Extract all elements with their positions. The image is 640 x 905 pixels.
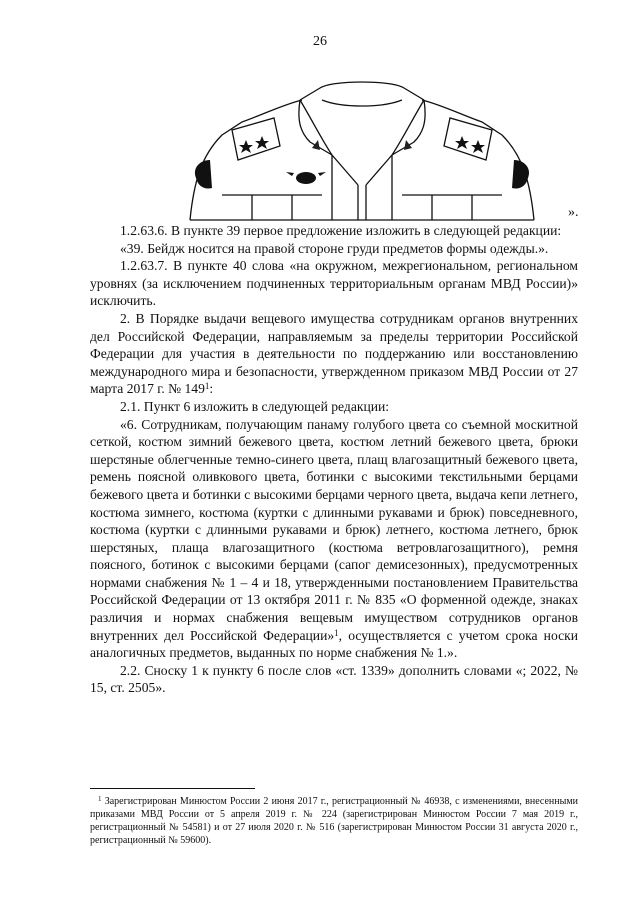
footnote-ref: 1: [334, 627, 339, 638]
footnote-separator: [90, 788, 255, 789]
paragraph-quote-6: [90, 416, 578, 662]
paragraph-1-2-63-7: 1.2.63.7. В пункте 40 слова «на окружном, межрегиональном, региональном уровнях (за исключением подчиненных территориальным органам МВД России)» исключить.: [90, 258, 578, 309]
paragraph-quote-39: «39. Бейдж носится на правой стороне груди предметов формы одежды.».: [120, 240, 549, 256]
footnote-mark: 1: [98, 795, 102, 803]
footnote-text: Зарегистрирован Минюстом России 2 июня 2017 г., регистрационный № 46938, с изменениями, внесенными приказами МВД России от 5 апреля 2019 г. № 224 (зарегистрирован Минюстом России 7 мая 2019 г., регистрационный № 54581) и от 27 июля 2020 г. № 516 (зарегистрирован Минюстом России 31 августа 2020 г., регистрационный № 59600).: [90, 796, 578, 846]
document-body: [90, 222, 578, 697]
paragraph-1-2-63-6: 1.2.63.6. В пункте 39 первое предложение изложить в следующей редакции:: [120, 223, 562, 238]
paragraph-2: [90, 310, 578, 398]
paragraph-quote-6-comma: ,: [338, 627, 343, 643]
paragraph-2-text: 2. В Порядке выдачи вещевого имущества сотрудникам органов внутренних дел Российской Федерации, направляемым за пределы территории Российской Федерации для участия в деятельности по поддержанию или восстановлению международного мира и безопасности, утвержденном приказом МВД России от 27 марта 2017 г. № 149: [90, 310, 578, 397]
paragraph-2-2: 2.2. Сноску 1 к пункту 6 после слов «ст. 1339» дополнить словами «; 2022, № 15, ст. 2505».: [90, 662, 578, 696]
paragraph-quote-6-tail: осуществляется с учетом срока носки аналогичных предметов, выданных по норме снабжения № 1.».: [90, 627, 578, 661]
paragraph-2-1: 2.1. Пункт 6 изложить в следующей редакции:: [120, 398, 390, 414]
footnote: [90, 795, 578, 847]
figure-closing-mark: ».: [568, 205, 579, 220]
paragraph-2-colon: :: [209, 381, 214, 397]
paragraph-quote-6-text: «6. Сотрудникам, получающим панаму голубого цвета со съемной москитной сеткой, костюм зимний бежевого цвета, костюм летний бежевого цвета, брюки шерстяные облегченные темно-синего цвета, плащ влагозащитный бежевого цвета, ремень поясной оливкового цвета, ботинки с высокими текстильными берцами бежевого цвета и ботинки с высокими берцами черного цвета, выдача кепи летнего, костюма зимнего, костюма (куртки с длинными рукавами и брюк) повседневного, костюма (куртки с длинными рукавами и брюк) летнего, костюма летнего, брюк шерстяных, плаща влагозащитного (костюма ветровлагозащитного), ремня поясного, ботинок с высокими берцами (сапог демисезонных), предусмотренных нормами снабжения № 1 – 4 и 18, утвержденными постановлением Правительства Российской Федерации от 13 октября 2011 г. № 835 «О форменной одежде, знаках различия и нормах снабжения вещевым имуществом сотрудников органов внутренних дел Российской Федерации»: [90, 416, 578, 643]
footnote-ref: 1: [204, 381, 210, 392]
uniform-shirt-illustration: [182, 60, 542, 225]
page-number: 26: [313, 34, 327, 49]
